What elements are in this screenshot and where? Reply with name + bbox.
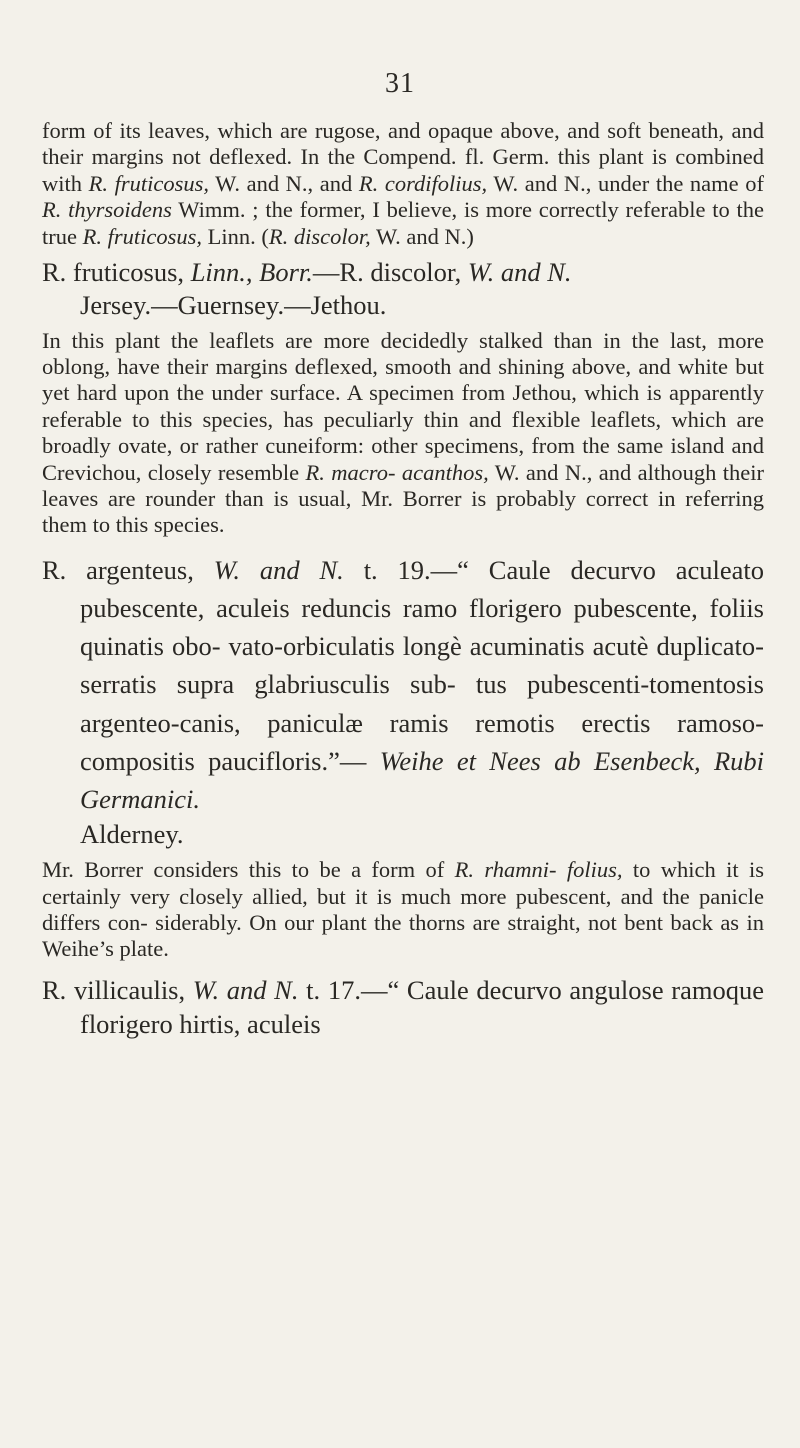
text-run: R. fruticosus,	[42, 257, 191, 288]
text-run: W. and N.)	[370, 223, 474, 249]
description-paragraph	[42, 328, 764, 539]
text-run: Mr. Borrer considers this to be a form of	[42, 857, 455, 883]
page-body	[42, 118, 764, 1041]
text-run: W. and N., under the name of	[487, 170, 764, 196]
authority: Linn., Borr.	[190, 257, 313, 288]
text-run: W. and N., and	[208, 170, 359, 196]
text-run: R. argenteus,	[42, 554, 214, 585]
species-name: R. fruticosus,	[82, 223, 202, 249]
text-run: to which it is certainly very closely allied, but it is much more pubescent, and the panicle differs con- siderably. On our plant the thorns are straight, not bent back as in Weihe’s plate.	[42, 857, 764, 962]
species-name: R. thyrsoidens	[42, 197, 172, 223]
text-run: In this plant the leaflets are more decidedly stalked than in the last, more oblong, have their margins deflexed, smooth and shining above, and white but yet hard upon the under surface. A specimen from Jethou, which is apparently referable to this species, has peculiarly thin and flexible leaflets, which are broadly ovate, or rather cuneiform: other specimens, from the same island and Crevichou, closely resemble	[42, 327, 764, 485]
species-name: R. fruticosus,	[88, 170, 209, 196]
text-run: R. villicaulis,	[42, 974, 193, 1005]
locality-line: Alderney.	[80, 819, 184, 850]
species-heading-villicaulis	[42, 973, 764, 1041]
description-paragraph	[42, 857, 764, 963]
species-name: R. macro- acanthos,	[305, 459, 489, 485]
text-run: —R. discolor,	[312, 257, 468, 288]
species-name: R. discolor,	[268, 223, 371, 249]
reference: Weihe et Nees ab Esenbeck, Rubi Germanici.	[80, 745, 764, 815]
page-number: 31	[385, 68, 415, 99]
text-run: Wimm. ; the former, I believe, is more correctly referable to the true	[42, 197, 764, 249]
authority: W. and N.	[467, 257, 572, 288]
text-run: t. 17.—“ Caule decurvo angulose ramoque florigero hirtis, aculeis	[80, 974, 764, 1039]
authority: W. and N.	[213, 554, 344, 585]
text-run: t. 19.—“ Caule decurvo aculeato pubescente, aculeis reduncis ramo florigero pubescente, foliis quinatis obo- vato-orbiculatis longè acuminatis acutè duplicato-serratis supra glabriusculis sub- tus pubescenti-tomentosis argenteo-canis, paniculæ ramis remotis erectis ramoso- compositis paucifloris.”—	[80, 554, 764, 776]
species-name: R. cordifolius,	[358, 170, 488, 196]
species-heading-fruticosus	[42, 256, 764, 289]
species-name: R. rhamni- folius,	[454, 857, 623, 883]
locality-line: Jersey.—Guernsey.—Jethou.	[80, 289, 387, 320]
species-heading-argenteus	[42, 551, 764, 818]
authority: W. and N.	[192, 974, 299, 1005]
text-run: Linn. (	[202, 223, 269, 249]
paragraph-continuation	[42, 118, 764, 250]
text-run: W. and N., and although their leaves are rounder than is usual, Mr. Borrer is probably correct in referring them to this species.	[42, 459, 764, 538]
text-run: form of its leaves, which are rugose, and opaque above, and soft beneath, and their margins not deflexed. In the Compend. fl. Germ. this plant is combined with	[42, 118, 764, 196]
